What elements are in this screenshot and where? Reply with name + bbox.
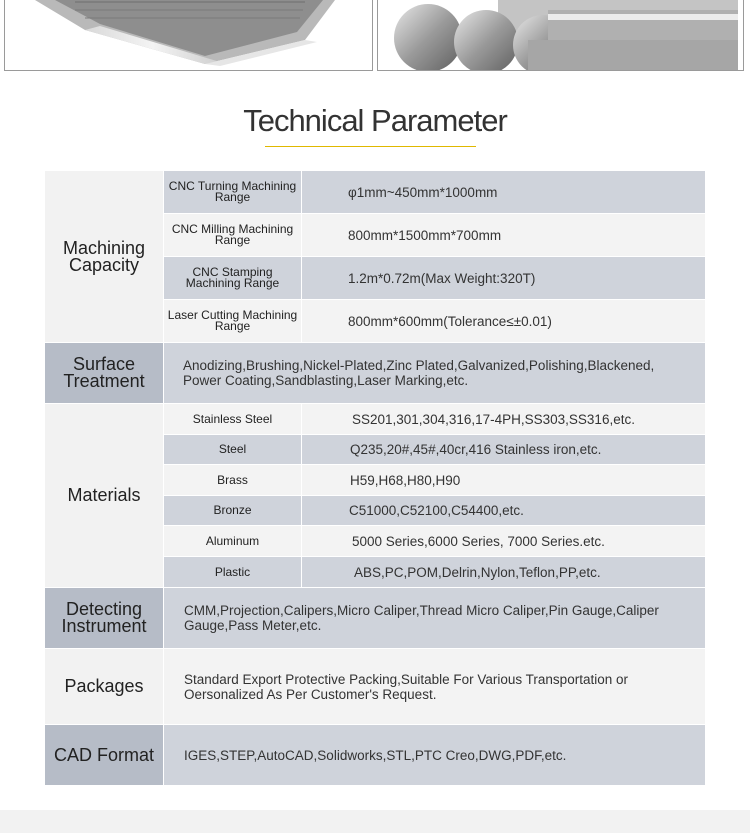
section-heading: Technical Parameter bbox=[243, 103, 507, 138]
row-value: 1.2m*0.72m(Max Weight:320T) bbox=[302, 257, 705, 299]
row-label: Plastic bbox=[164, 557, 301, 587]
metal-rods-image bbox=[377, 0, 744, 71]
row-label: Aluminum bbox=[164, 526, 301, 556]
category-packages: Packages bbox=[45, 649, 163, 724]
row-value: SS201,301,304,316,17-4PH,SS303,SS316,etc. bbox=[302, 404, 705, 434]
heading-underline bbox=[265, 146, 476, 147]
row-label: CNC Stamping Machining Range bbox=[164, 257, 301, 299]
row-value: 800mm*1500mm*700mm bbox=[302, 214, 705, 256]
product-photos bbox=[0, 0, 750, 72]
category-surface-treatment: Surface Treatment bbox=[45, 343, 163, 403]
row-value: C51000,C52100,C54400,etc. bbox=[302, 496, 705, 525]
row-value: H59,H68,H80,H90 bbox=[302, 465, 705, 495]
row-label: Laser Cutting Machining Range bbox=[164, 300, 301, 342]
category-materials: Materials bbox=[45, 404, 163, 587]
row-label: Brass bbox=[164, 465, 301, 495]
page-footer-band bbox=[0, 810, 750, 833]
honeycomb-panel-image bbox=[4, 0, 373, 71]
row-value: ABS,PC,POM,Delrin,Nylon,Teflon,PP,etc. bbox=[302, 557, 705, 587]
detecting-instrument-value: CMM,Projection,Calipers,Micro Caliper,Thread Micro Caliper,Pin Gauge,Caliper Gauge,Pass Meter,etc. bbox=[164, 588, 705, 648]
surface-treatment-value: Anodizing,Brushing,Nickel-Plated,Zinc Plated,Galvanized,Polishing,Blackened, Power Coating,Sandblasting,Laser Marking,etc. bbox=[164, 343, 705, 403]
cad-format-value: IGES,STEP,AutoCAD,Solidworks,STL,PTC Creo,DWG,PDF,etc. bbox=[164, 725, 705, 785]
row-label: CNC Milling Machining Range bbox=[164, 214, 301, 256]
row-label: Bronze bbox=[164, 496, 301, 525]
packages-value: Standard Export Protective Packing,Suitable For Various Transportation or Oersonalized As Per Customer's Request. bbox=[164, 649, 705, 724]
category-detecting-instrument: Detecting Instrument bbox=[45, 588, 163, 648]
row-value: 800mm*600mm(Tolerance≤±0.01) bbox=[302, 300, 705, 342]
row-value: Q235,20#,45#,40cr,416 Stainless iron,etc. bbox=[302, 435, 705, 464]
category-cad-format: CAD Format bbox=[45, 725, 163, 785]
row-label: Steel bbox=[164, 435, 301, 464]
row-value: 5000 Series,6000 Series, 7000 Series.etc. bbox=[302, 526, 705, 556]
row-value: φ1mm~450mm*1000mm bbox=[302, 171, 705, 213]
row-label: Stainless Steel bbox=[164, 404, 301, 434]
category-machining-capacity: Machining Capacity bbox=[45, 171, 163, 342]
row-label: CNC Turning Machining Range bbox=[164, 171, 301, 213]
